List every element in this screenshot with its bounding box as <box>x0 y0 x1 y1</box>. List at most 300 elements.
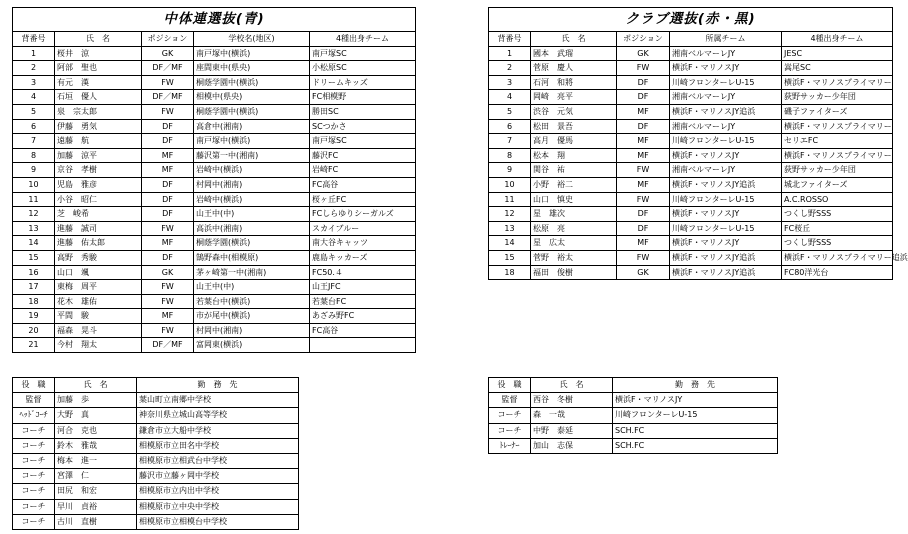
table-cell: 9 <box>489 163 531 178</box>
table-cell: 芝 峻希 <box>55 207 142 222</box>
table-cell: 加藤 歩 <box>55 393 137 408</box>
table-cell: DF <box>617 221 670 236</box>
table-cell: 9 <box>13 163 55 178</box>
table-cell: DF <box>142 250 194 265</box>
table-cell: 17 <box>13 280 55 295</box>
table-cell: 監督 <box>13 393 55 408</box>
table-cell: 横浜F・マリノスJY <box>613 393 778 408</box>
table-cell <box>310 338 416 353</box>
table-cell: 若葉台中(横浜) <box>194 294 310 309</box>
table-cell: 阿部 聖也 <box>55 61 142 76</box>
table-cell: 7 <box>13 134 55 149</box>
table-cell: 村岡中(湘南) <box>194 323 310 338</box>
table-row <box>13 192 416 207</box>
table-cell: 相模原市立田名中学校 <box>137 438 299 453</box>
left-roster-body <box>13 46 416 352</box>
table-cell: 山王中(中) <box>194 207 310 222</box>
table-cell: 川崎フロンターレU-15 <box>670 192 782 207</box>
table-row <box>489 177 893 192</box>
table-cell: MF <box>142 163 194 178</box>
table-row <box>489 236 893 251</box>
table-cell: SCH.FC <box>613 438 778 453</box>
table-cell: 桜ヶ丘FC <box>310 192 416 207</box>
left-team-table <box>12 7 416 353</box>
table-cell: 山口 慎史 <box>531 192 617 207</box>
table-cell: JESC <box>782 46 893 61</box>
table-cell: 1 <box>489 46 531 61</box>
table-row <box>489 61 893 76</box>
table-row <box>13 90 416 105</box>
table-cell: 横浜F・マリノスJY <box>670 148 782 163</box>
table-cell: 18 <box>489 265 531 280</box>
table-row <box>13 338 416 353</box>
table-cell: 19 <box>13 309 55 324</box>
table-cell: FC相模野 <box>310 90 416 105</box>
table-cell: FW <box>142 294 194 309</box>
table-row <box>13 148 416 163</box>
table-cell: MF <box>617 148 670 163</box>
table-cell: 岩崎中(横浜) <box>194 163 310 178</box>
table-cell: 岩崎中(横浜) <box>194 192 310 207</box>
table-cell: 進藤 佑太郎 <box>55 236 142 251</box>
table-cell: DF <box>142 177 194 192</box>
table-cell: 菅原 慶人 <box>531 61 617 76</box>
table-cell: 小谷 昭仁 <box>55 192 142 207</box>
table-cell: 湘南ベルマーレJY <box>670 163 782 178</box>
table-cell: コーチ <box>13 514 55 529</box>
table-cell: 藤沢FC <box>310 148 416 163</box>
table-cell: 18 <box>13 294 55 309</box>
table-cell: MF <box>617 134 670 149</box>
table-cell: 田尻 和宏 <box>55 484 137 499</box>
table-cell: FW <box>142 323 194 338</box>
header-cell: 氏 名 <box>531 32 617 47</box>
table-cell: FW <box>617 250 670 265</box>
table-row <box>13 393 299 408</box>
table-cell: 桜井 涼 <box>55 46 142 61</box>
table-cell: 川崎フロンターレU-15 <box>613 408 778 423</box>
table-cell: 湘南ベルマーレJY <box>670 90 782 105</box>
table-cell: 横浜F・マリノスJY <box>670 236 782 251</box>
table-cell: 高月 優馬 <box>531 134 617 149</box>
table-cell: DF／MF <box>142 90 194 105</box>
header-cell: 背番号 <box>13 32 55 47</box>
table-row <box>13 134 416 149</box>
header-cell: 氏 名 <box>531 378 613 393</box>
table-cell: 早川 貞裕 <box>55 499 137 514</box>
table-cell: 12 <box>13 207 55 222</box>
table-row <box>13 104 416 119</box>
table-cell: FW <box>142 75 194 90</box>
header-cell: 4種出身チーム <box>782 32 893 47</box>
table-cell: 藤沢市立藤ヶ岡中学校 <box>137 469 299 484</box>
table-cell: つくし野SSS <box>782 236 893 251</box>
table-cell: 岩崎FC <box>310 163 416 178</box>
table-cell: 福田 俊樹 <box>531 265 617 280</box>
table-cell: 鹿島キッカーズ <box>310 250 416 265</box>
right-staff-header-row <box>489 378 778 393</box>
table-cell: 監督 <box>489 393 531 408</box>
table-cell: 川崎フロンターレU-15 <box>670 75 782 90</box>
table-cell: 村岡中(湘南) <box>194 177 310 192</box>
table-cell: FW <box>617 61 670 76</box>
table-cell: 岡崎 亮平 <box>531 90 617 105</box>
header-cell: 勤 務 先 <box>137 378 299 393</box>
table-cell: 相模原市立中央中学校 <box>137 499 299 514</box>
table-cell: 伊藤 勇気 <box>55 119 142 134</box>
left-staff-header-row <box>13 378 299 393</box>
table-cell: 嵩尾SC <box>782 61 893 76</box>
table-row <box>13 265 416 280</box>
table-cell: 松田 景吾 <box>531 119 617 134</box>
table-row <box>13 46 416 61</box>
table-cell: 有元 漢 <box>55 75 142 90</box>
table-cell: 富岡東(横浜) <box>194 338 310 353</box>
table-cell: 城北ファイターズ <box>782 177 893 192</box>
table-cell: 菅野 裕太 <box>531 250 617 265</box>
table-cell: 山口 颯 <box>55 265 142 280</box>
table-cell: 加山 志保 <box>531 438 613 453</box>
table-cell: 川崎フロンターレU-15 <box>670 134 782 149</box>
table-row <box>489 393 778 408</box>
table-row <box>489 46 893 61</box>
table-cell: GK <box>142 265 194 280</box>
table-cell: 小松原SC <box>310 61 416 76</box>
right-team-title: クラブ選抜(赤・黒) <box>489 8 893 32</box>
table-cell: 11 <box>13 192 55 207</box>
table-cell: FC高谷 <box>310 177 416 192</box>
table-cell: FC80洋光台 <box>782 265 893 280</box>
table-cell: 平間 駿 <box>55 309 142 324</box>
table-row <box>489 408 778 423</box>
table-cell: SCつかさ <box>310 119 416 134</box>
table-cell: 7 <box>489 134 531 149</box>
table-cell: 15 <box>489 250 531 265</box>
table-row <box>489 148 893 163</box>
table-cell: ドリームキッズ <box>310 75 416 90</box>
table-cell: 茅ヶ崎第一中(湘南) <box>194 265 310 280</box>
table-cell: 10 <box>13 177 55 192</box>
table-cell: コーチ <box>489 423 531 438</box>
table-cell: 座間東中(県央) <box>194 61 310 76</box>
table-cell: 南戸塚SC <box>310 46 416 61</box>
table-row <box>13 163 416 178</box>
table-cell: 13 <box>489 221 531 236</box>
right-roster-body <box>489 46 908 280</box>
table-cell: DF <box>142 134 194 149</box>
table-cell: コーチ <box>13 499 55 514</box>
table-row <box>13 280 416 295</box>
table-row <box>13 323 416 338</box>
table-cell: 石垣 優人 <box>55 90 142 105</box>
table-cell: 相模原市立相模台中学校 <box>137 514 299 529</box>
table-cell: 2 <box>13 61 55 76</box>
table-cell: 藤沢第一中(湘南) <box>194 148 310 163</box>
table-row <box>489 265 893 280</box>
header-cell: 役 職 <box>489 378 531 393</box>
table-cell: 中野 泰延 <box>531 423 613 438</box>
table-cell: 森 一哉 <box>531 408 613 423</box>
table-cell: FC50.４ <box>310 265 416 280</box>
table-cell: 10 <box>489 177 531 192</box>
table-cell: 荻野サッカー少年団 <box>782 90 893 105</box>
table-row <box>489 250 893 265</box>
header-cell: 役 職 <box>13 378 55 393</box>
table-cell: 児島 雅彦 <box>55 177 142 192</box>
table-cell: 葉山町立南郷中学校 <box>137 393 299 408</box>
table-cell: FW <box>142 280 194 295</box>
table-cell: 市が尾中(横浜) <box>194 309 310 324</box>
table-cell: FW <box>617 192 670 207</box>
table-cell: FW <box>142 104 194 119</box>
table-row <box>489 163 893 178</box>
table-cell: 宮澤 仁 <box>55 469 137 484</box>
table-row <box>489 119 893 134</box>
table-row <box>13 61 416 76</box>
header-cell: 氏 名 <box>55 378 137 393</box>
table-cell: 山王JFC <box>310 280 416 295</box>
table-cell: 加藤 涼平 <box>55 148 142 163</box>
table-cell: 相模原市立相武台中学校 <box>137 454 299 469</box>
table-cell: 松本 翔 <box>531 148 617 163</box>
table-cell: 4 <box>13 90 55 105</box>
table-cell: 勝田SC <box>310 104 416 119</box>
table-cell: 今村 翔太 <box>55 338 142 353</box>
table-cell: GK <box>617 265 670 280</box>
table-cell: 6 <box>13 119 55 134</box>
table-cell: 星 雄次 <box>531 207 617 222</box>
table-row <box>13 250 416 265</box>
table-cell: 南戸塚SC <box>310 134 416 149</box>
table-cell: MF <box>142 236 194 251</box>
table-cell: 高野 秀駿 <box>55 250 142 265</box>
table-row <box>13 207 416 222</box>
table-cell: FC高谷 <box>310 323 416 338</box>
table-row <box>13 469 299 484</box>
table-cell: 鎌倉市立大船中学校 <box>137 423 299 438</box>
table-cell: MF <box>617 236 670 251</box>
left-staff-body <box>13 393 299 530</box>
table-cell: 泉 宗太郎 <box>55 104 142 119</box>
table-cell: 神奈川県立城山高等学校 <box>137 408 299 423</box>
right-staff-body <box>489 393 778 454</box>
table-cell: スカイブルー <box>310 221 416 236</box>
table-cell: コーチ <box>13 423 55 438</box>
table-cell: つくし野SSS <box>782 207 893 222</box>
table-cell: 東梅 周平 <box>55 280 142 295</box>
table-cell: DF／MF <box>142 338 194 353</box>
table-cell: 花木 雄佑 <box>55 294 142 309</box>
table-cell: 磯子ファイターズ <box>782 104 893 119</box>
table-cell: 相模原市立内出中学校 <box>137 484 299 499</box>
header-cell: ポジション <box>617 32 670 47</box>
table-cell: 西谷 冬樹 <box>531 393 613 408</box>
table-cell: 関谷 祐 <box>531 163 617 178</box>
header-cell: 所属チーム <box>670 32 782 47</box>
table-cell: 荻野サッカー少年団 <box>782 163 893 178</box>
table-cell: 大野 真 <box>55 408 137 423</box>
header-cell: ポジション <box>142 32 194 47</box>
table-row <box>13 294 416 309</box>
table-cell: 河合 克也 <box>55 423 137 438</box>
table-cell: 3 <box>489 75 531 90</box>
table-cell: 21 <box>13 338 55 353</box>
table-row <box>489 75 893 90</box>
table-row <box>13 514 299 529</box>
table-cell: 京谷 孝樹 <box>55 163 142 178</box>
table-cell: DF <box>617 207 670 222</box>
table-row <box>13 309 416 324</box>
table-cell: 古川 直樹 <box>55 514 137 529</box>
table-cell: DF <box>617 90 670 105</box>
table-cell: あざみ野FC <box>310 309 416 324</box>
table-cell: 横浜F・マリノスJY追浜 <box>670 250 782 265</box>
table-cell: コーチ <box>13 484 55 499</box>
table-cell: 13 <box>13 221 55 236</box>
table-cell: 6 <box>489 119 531 134</box>
table-cell: DF <box>142 192 194 207</box>
table-row <box>13 454 299 469</box>
header-cell: 勤 務 先 <box>613 378 778 393</box>
table-cell: 湘南ベルマーレJY <box>670 119 782 134</box>
table-cell: 山王中(中) <box>194 280 310 295</box>
header-cell: 4種出身チーム <box>310 32 416 47</box>
table-cell: A.C.ROSSO <box>782 192 893 207</box>
table-row <box>489 134 893 149</box>
table-cell: 1 <box>13 46 55 61</box>
table-cell: FC桜丘 <box>782 221 893 236</box>
header-cell: 学校名(地区) <box>194 32 310 47</box>
table-cell: コーチ <box>13 438 55 453</box>
table-cell: 16 <box>13 265 55 280</box>
table-cell: 横浜F・マリノスJY <box>670 61 782 76</box>
table-row <box>13 75 416 90</box>
table-cell: 高浜中(湘南) <box>194 221 310 236</box>
table-cell: 渋谷 元気 <box>531 104 617 119</box>
table-cell: 11 <box>489 192 531 207</box>
table-row <box>13 438 299 453</box>
table-cell: 横浜F・マリノスプライマリー <box>782 119 893 134</box>
table-cell: 横浜F・マリノスプライマリー <box>782 75 893 90</box>
table-cell: 進藤 誠司 <box>55 221 142 236</box>
table-cell: 鵠野森中(相模原) <box>194 250 310 265</box>
table-cell: 高倉中(湘南) <box>194 119 310 134</box>
table-cell: 川崎フロンターレU-15 <box>670 221 782 236</box>
table-cell: 若葉台FC <box>310 294 416 309</box>
table-cell: 横浜F・マリノスプライマリー追浜 <box>782 250 893 265</box>
table-cell: 鈴木 雅哉 <box>55 438 137 453</box>
table-cell: 南戸塚中(横浜) <box>194 46 310 61</box>
table-cell: DF／MF <box>142 61 194 76</box>
table-cell: 5 <box>489 104 531 119</box>
table-cell: 桐蔭学園中(横浜) <box>194 104 310 119</box>
table-row <box>13 236 416 251</box>
table-row <box>489 438 778 453</box>
header-cell: 背番号 <box>489 32 531 47</box>
right-staff-table <box>488 377 778 454</box>
table-cell: ﾄﾚｰﾅｰ <box>489 438 531 453</box>
table-cell: MF <box>142 148 194 163</box>
table-row <box>13 499 299 514</box>
table-row <box>13 119 416 134</box>
left-staff-table <box>12 377 299 530</box>
table-cell: GK <box>142 46 194 61</box>
table-cell: 松原 亮 <box>531 221 617 236</box>
table-cell: 4 <box>489 90 531 105</box>
table-row <box>489 221 893 236</box>
table-cell: 横浜F・マリノスJY <box>670 207 782 222</box>
header-cell: 氏 名 <box>55 32 142 47</box>
table-cell: 12 <box>489 207 531 222</box>
right-team-table <box>488 7 908 280</box>
table-cell: MF <box>617 177 670 192</box>
table-cell: 小野 裕二 <box>531 177 617 192</box>
table-cell: ﾍｯﾄﾞｺｰﾁ <box>13 408 55 423</box>
table-cell: DF <box>617 119 670 134</box>
table-cell: 5 <box>13 104 55 119</box>
table-cell: 相模中(県央) <box>194 90 310 105</box>
table-cell: FW <box>142 221 194 236</box>
left-team-title: 中体連選抜(青) <box>13 8 416 32</box>
table-row <box>489 207 893 222</box>
table-cell: DF <box>617 75 670 90</box>
table-cell: 2 <box>489 61 531 76</box>
table-cell: 14 <box>489 236 531 251</box>
table-cell: セリエFC <box>782 134 893 149</box>
table-cell: 石河 和將 <box>531 75 617 90</box>
table-cell: 横浜F・マリノスJY追浜 <box>670 265 782 280</box>
table-cell: 桐蔭学園中(横浜) <box>194 75 310 90</box>
table-cell: 横浜F・マリノスプライマリー <box>782 148 893 163</box>
table-cell: 梅本 進一 <box>55 454 137 469</box>
table-row <box>489 192 893 207</box>
table-row <box>489 423 778 438</box>
table-cell: SCH.FC <box>613 423 778 438</box>
table-cell: DF <box>142 119 194 134</box>
left-header-row <box>13 32 416 47</box>
table-cell: 福森 晃斗 <box>55 323 142 338</box>
table-cell: 8 <box>13 148 55 163</box>
table-cell: DF <box>142 207 194 222</box>
table-cell: 3 <box>13 75 55 90</box>
table-cell: 20 <box>13 323 55 338</box>
table-cell: MF <box>617 104 670 119</box>
table-cell: 南戸塚中(横浜) <box>194 134 310 149</box>
table-cell: コーチ <box>13 454 55 469</box>
table-cell: 南大谷キャッツ <box>310 236 416 251</box>
table-cell: GK <box>617 46 670 61</box>
table-cell: FW <box>617 163 670 178</box>
table-cell: 遠藤 航 <box>55 134 142 149</box>
table-cell: 桐蔭学園(横浜) <box>194 236 310 251</box>
table-cell: MF <box>142 309 194 324</box>
table-row <box>13 408 299 423</box>
table-cell: FCしらゆりシーガルズ <box>310 207 416 222</box>
table-cell: コーチ <box>13 469 55 484</box>
table-cell: 國本 武瑠 <box>531 46 617 61</box>
table-row <box>13 484 299 499</box>
table-row <box>13 177 416 192</box>
table-cell: 横浜F・マリノスJY追浜 <box>670 177 782 192</box>
table-row <box>13 221 416 236</box>
table-row <box>489 90 893 105</box>
table-cell: 15 <box>13 250 55 265</box>
table-row <box>489 104 893 119</box>
right-header-row <box>489 32 893 47</box>
table-cell: 8 <box>489 148 531 163</box>
table-cell: コーチ <box>489 408 531 423</box>
table-cell: 星 広太 <box>531 236 617 251</box>
